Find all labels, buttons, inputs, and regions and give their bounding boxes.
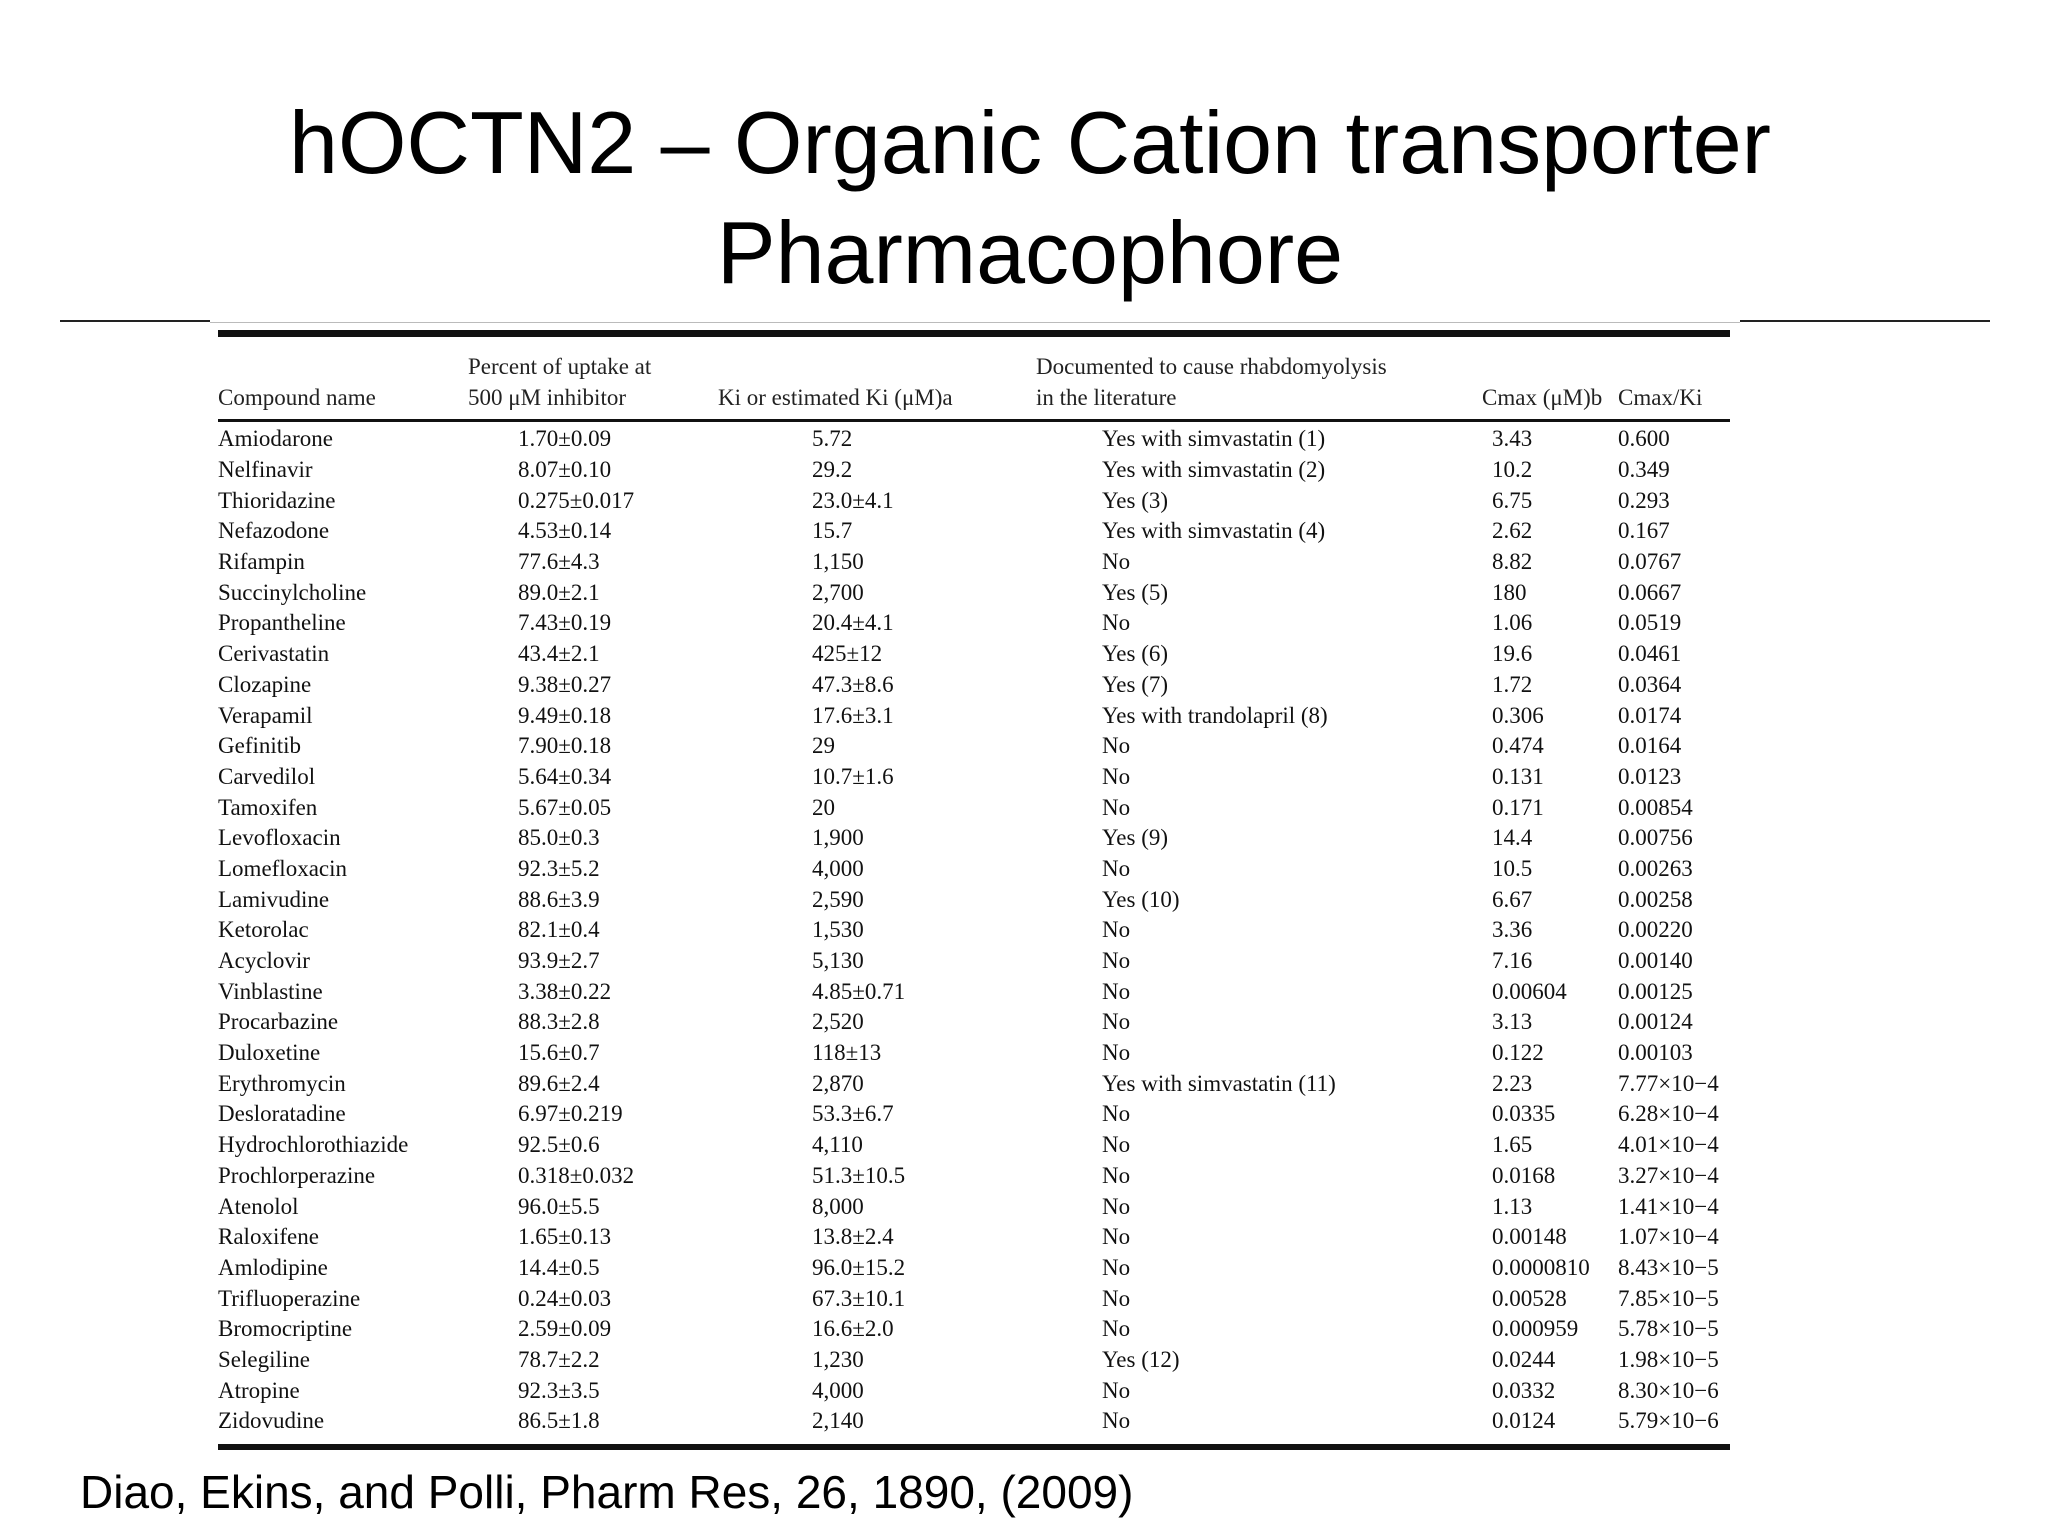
table-row — [218, 915, 1730, 946]
cell-percent-uptake: 8.07±0.10 — [518, 457, 612, 483]
cell-ki: 2,700 — [812, 579, 864, 605]
table-row — [218, 1406, 1730, 1437]
cell-ki: 20.4±4.1 — [812, 610, 894, 636]
cell-cmax-ki-ratio: 0.0767 — [1618, 549, 1682, 575]
cell-cmax: 0.131 — [1492, 763, 1544, 789]
table-row — [218, 762, 1730, 793]
cell-compound-name: Duloxetine — [218, 1040, 321, 1066]
cell-percent-uptake: 88.6±3.9 — [518, 886, 600, 912]
cell-compound-name: Propantheline — [218, 610, 346, 636]
cell-cmax: 0.0168 — [1492, 1162, 1556, 1188]
cell-documented: No — [1102, 1132, 1131, 1158]
table-top-rule — [218, 330, 1730, 337]
cell-percent-uptake: 0.318±0.032 — [518, 1162, 635, 1188]
cell-percent-uptake: 78.7±2.2 — [518, 1346, 600, 1372]
cell-documented: No — [1102, 733, 1131, 759]
table-row — [218, 455, 1730, 486]
cell-percent-uptake: 2.59±0.09 — [518, 1316, 612, 1342]
cell-cmax: 10.2 — [1492, 457, 1533, 483]
title-divider-left — [60, 320, 210, 322]
cell-ki: 8,000 — [812, 1193, 864, 1219]
table-row — [218, 1345, 1730, 1376]
table-row — [218, 485, 1730, 516]
cell-documented: Yes with simvastatin (11) — [1102, 1070, 1336, 1096]
cell-cmax: 2.62 — [1492, 518, 1533, 544]
cell-cmax-ki-ratio: 0.00124 — [1618, 1009, 1693, 1035]
cell-cmax-ki-ratio: 5.78×10−5 — [1618, 1316, 1719, 1342]
table-row — [218, 1253, 1730, 1284]
cell-cmax-ki-ratio: 0.00756 — [1618, 825, 1693, 851]
cell-documented: Yes with simvastatin (2) — [1102, 457, 1326, 483]
cell-cmax-ki-ratio: 0.0461 — [1618, 641, 1682, 667]
slide-title-line-1: hOCTN2 – Organic Cation transporter — [289, 93, 1771, 192]
cell-percent-uptake: 88.3±2.8 — [518, 1009, 600, 1035]
table-row — [218, 1314, 1730, 1345]
cell-cmax-ki-ratio: 0.293 — [1618, 487, 1670, 513]
cell-percent-uptake: 0.24±0.03 — [518, 1285, 612, 1311]
cell-percent-uptake: 82.1±0.4 — [518, 917, 600, 943]
cell-documented: No — [1102, 855, 1131, 881]
cell-ki: 17.6±3.1 — [812, 702, 894, 728]
cell-cmax-ki-ratio: 0.0174 — [1618, 702, 1682, 728]
cell-compound-name: Erythromycin — [218, 1070, 346, 1096]
cell-compound-name: Trifluoperazine — [218, 1285, 361, 1311]
cell-compound-name: Hydrochlorothiazide — [218, 1132, 409, 1158]
cell-cmax: 3.13 — [1492, 1009, 1533, 1035]
cell-cmax: 1.06 — [1492, 610, 1533, 636]
cell-cmax-ki-ratio: 0.0123 — [1618, 763, 1682, 789]
data-table — [218, 337, 1730, 1437]
cell-compound-name: Succinylcholine — [218, 579, 367, 605]
cell-compound-name: Ketorolac — [218, 917, 309, 943]
cell-compound-name: Amlodipine — [218, 1254, 328, 1280]
cell-ki: 4,000 — [812, 855, 864, 881]
cell-ki: 16.6±2.0 — [812, 1316, 894, 1342]
cell-ki: 4,110 — [812, 1132, 863, 1158]
cell-cmax-ki-ratio: 3.27×10−4 — [1618, 1162, 1719, 1188]
cell-compound-name: Rifampin — [218, 549, 305, 575]
cell-ki: 53.3±6.7 — [812, 1101, 894, 1127]
cell-cmax-ki-ratio: 0.0519 — [1618, 610, 1682, 636]
cell-ki: 5.72 — [812, 426, 853, 452]
cell-ki: 1,900 — [812, 825, 864, 851]
cell-documented: Yes (7) — [1102, 671, 1169, 697]
cell-cmax: 8.82 — [1492, 549, 1533, 575]
cell-ki: 47.3±8.6 — [812, 671, 894, 697]
table-row — [218, 1375, 1730, 1406]
cell-percent-uptake: 5.67±0.05 — [518, 794, 612, 820]
cell-cmax: 0.171 — [1492, 794, 1544, 820]
table-row — [218, 1068, 1730, 1099]
header-documented-rhabdomyolysis — [1028, 337, 1468, 419]
citation: Diao, Ekins, and Polli, Pharm Res, 26, 1890, (2009) — [80, 1466, 1134, 1518]
cell-cmax: 6.67 — [1492, 886, 1533, 912]
table-row — [218, 1222, 1730, 1253]
cell-ki: 20 — [812, 794, 835, 820]
cell-ki: 67.3±10.1 — [812, 1285, 906, 1311]
table-row — [218, 1007, 1730, 1038]
cell-cmax: 3.43 — [1492, 426, 1533, 452]
cell-cmax: 7.16 — [1492, 948, 1533, 974]
table-header — [218, 337, 1730, 422]
cell-percent-uptake: 1.65±0.13 — [518, 1224, 612, 1250]
cell-ki: 23.0±4.1 — [812, 487, 894, 513]
cell-cmax: 0.306 — [1492, 702, 1544, 728]
cell-compound-name: Bromocriptine — [218, 1316, 353, 1342]
cell-percent-uptake: 14.4±0.5 — [518, 1254, 600, 1280]
cell-ki: 4,000 — [812, 1377, 864, 1403]
header-percent-uptake-line-2: 500 μM inhibitor — [468, 385, 627, 410]
cell-cmax: 0.474 — [1492, 733, 1544, 759]
cell-percent-uptake: 92.3±3.5 — [518, 1377, 600, 1403]
cell-documented: No — [1102, 1193, 1131, 1219]
cell-percent-uptake: 92.5±0.6 — [518, 1132, 600, 1158]
table-row — [218, 547, 1730, 578]
cell-compound-name: Carvedilol — [218, 763, 316, 789]
cell-cmax-ki-ratio: 0.00220 — [1618, 917, 1693, 943]
cell-cmax-ki-ratio: 4.01×10−4 — [1618, 1132, 1719, 1158]
header-cmax: Cmax (μM)b — [1482, 385, 1603, 410]
cell-cmax-ki-ratio: 0.0667 — [1618, 579, 1682, 605]
cell-cmax: 0.0000810 — [1492, 1254, 1590, 1280]
table-body — [218, 422, 1730, 1437]
cell-ki: 1,530 — [812, 917, 864, 943]
cell-cmax: 0.0124 — [1492, 1408, 1556, 1434]
cell-ki: 1,230 — [812, 1346, 864, 1372]
cell-cmax: 1.65 — [1492, 1132, 1533, 1158]
cell-compound-name: Desloratadine — [218, 1101, 346, 1127]
cell-cmax-ki-ratio: 0.0364 — [1618, 671, 1682, 697]
cell-compound-name: Gefinitib — [218, 733, 302, 759]
cell-cmax-ki-ratio: 7.77×10−4 — [1618, 1070, 1719, 1096]
cell-documented: No — [1102, 1224, 1131, 1250]
cell-compound-name: Raloxifene — [218, 1224, 319, 1250]
cell-cmax: 0.00148 — [1492, 1224, 1567, 1250]
cell-cmax: 0.00604 — [1492, 978, 1567, 1004]
cell-cmax-ki-ratio: 0.00258 — [1618, 886, 1693, 912]
cell-compound-name: Atropine — [218, 1377, 300, 1403]
table-row — [218, 700, 1730, 731]
cell-percent-uptake: 4.53±0.14 — [518, 518, 612, 544]
cell-ki: 29 — [812, 733, 835, 759]
cell-compound-name: Lamivudine — [218, 886, 330, 912]
cell-percent-uptake: 77.6±4.3 — [518, 549, 600, 575]
cell-percent-uptake: 96.0±5.5 — [518, 1193, 600, 1219]
table-row — [218, 608, 1730, 639]
table-row — [218, 1130, 1730, 1161]
header-documented-line-2: in the literature — [1036, 385, 1177, 410]
cell-documented: No — [1102, 1162, 1131, 1188]
cell-cmax-ki-ratio: 1.98×10−5 — [1618, 1346, 1719, 1372]
table-row — [218, 1283, 1730, 1314]
cell-cmax: 2.23 — [1492, 1070, 1533, 1096]
cell-cmax-ki-ratio: 0.00125 — [1618, 978, 1693, 1004]
table-row — [218, 731, 1730, 762]
cell-cmax-ki-ratio: 7.85×10−5 — [1618, 1285, 1719, 1311]
cell-cmax-ki-ratio: 8.43×10−5 — [1618, 1254, 1719, 1280]
title-divider-right — [1740, 320, 1990, 322]
cell-documented: No — [1102, 1377, 1131, 1403]
cell-documented: No — [1102, 978, 1131, 1004]
cell-documented: Yes with trandolapril (8) — [1102, 702, 1328, 728]
cell-percent-uptake: 9.49±0.18 — [518, 702, 612, 728]
cell-cmax-ki-ratio: 0.600 — [1618, 426, 1670, 452]
cell-compound-name: Thioridazine — [218, 487, 336, 513]
slide-title — [0, 88, 2048, 308]
cell-cmax: 0.0244 — [1492, 1346, 1556, 1372]
cell-cmax: 10.5 — [1492, 855, 1533, 881]
cell-documented: No — [1102, 1408, 1131, 1434]
cell-cmax: 0.00528 — [1492, 1285, 1567, 1311]
cell-ki: 4.85±0.71 — [812, 978, 906, 1004]
cell-ki: 96.0±15.2 — [812, 1254, 906, 1280]
cell-documented: Yes (3) — [1102, 487, 1169, 513]
cell-compound-name: Nelfinavir — [218, 457, 313, 483]
cell-ki: 10.7±1.6 — [812, 763, 894, 789]
cell-ki: 1,150 — [812, 549, 864, 575]
header-percent-uptake-line-1: Percent of uptake at — [468, 354, 652, 379]
cell-documented: Yes (10) — [1102, 886, 1180, 912]
cell-compound-name: Cerivastatin — [218, 641, 330, 667]
cell-compound-name: Atenolol — [218, 1193, 299, 1219]
table-row — [218, 884, 1730, 915]
cell-cmax-ki-ratio: 1.07×10−4 — [1618, 1224, 1719, 1250]
cell-documented: Yes with simvastatin (4) — [1102, 518, 1326, 544]
table-bottom-rule — [218, 1444, 1730, 1450]
cell-compound-name: Amiodarone — [218, 426, 333, 452]
table-row — [218, 946, 1730, 977]
cell-percent-uptake: 93.9±2.7 — [518, 948, 600, 974]
cell-documented: No — [1102, 1285, 1131, 1311]
table-row — [218, 422, 1730, 455]
cell-cmax: 0.0332 — [1492, 1377, 1556, 1403]
cell-documented: No — [1102, 1040, 1131, 1066]
cell-ki: 13.8±2.4 — [812, 1224, 894, 1250]
header-cmax-ki-ratio: Cmax/Ki — [1618, 385, 1703, 410]
cell-percent-uptake: 89.0±2.1 — [518, 579, 600, 605]
cell-cmax: 1.72 — [1492, 671, 1533, 697]
cell-cmax-ki-ratio: 5.79×10−6 — [1618, 1408, 1719, 1434]
cell-documented: No — [1102, 1316, 1131, 1342]
cell-percent-uptake: 7.43±0.19 — [518, 610, 612, 636]
cell-percent-uptake: 85.0±0.3 — [518, 825, 600, 851]
cell-documented: No — [1102, 549, 1131, 575]
cell-documented: Yes (9) — [1102, 825, 1169, 851]
table-row — [218, 976, 1730, 1007]
table-row — [218, 670, 1730, 701]
cell-documented: Yes (12) — [1102, 1346, 1180, 1372]
cell-ki: 5,130 — [812, 948, 864, 974]
cell-ki: 51.3±10.5 — [812, 1162, 906, 1188]
cell-compound-name: Zidovudine — [218, 1408, 325, 1434]
table-row — [218, 1191, 1730, 1222]
cell-cmax-ki-ratio: 0.00140 — [1618, 948, 1693, 974]
cell-cmax-ki-ratio: 0.0164 — [1618, 733, 1682, 759]
table-row — [218, 1161, 1730, 1192]
cell-documented: No — [1102, 948, 1131, 974]
cell-percent-uptake: 9.38±0.27 — [518, 671, 612, 697]
cell-percent-uptake: 3.38±0.22 — [518, 978, 612, 1004]
cell-documented: No — [1102, 917, 1131, 943]
cell-cmax-ki-ratio: 0.349 — [1618, 457, 1670, 483]
table-row — [218, 823, 1730, 854]
cell-ki: 2,870 — [812, 1070, 864, 1096]
cell-compound-name: Procarbazine — [218, 1009, 339, 1035]
cell-percent-uptake: 15.6±0.7 — [518, 1040, 600, 1066]
cell-ki: 2,590 — [812, 886, 864, 912]
table-row — [218, 1038, 1730, 1069]
cell-compound-name: Selegiline — [218, 1346, 310, 1372]
cell-documented: No — [1102, 610, 1131, 636]
cell-cmax: 180 — [1492, 579, 1527, 605]
cell-percent-uptake: 92.3±5.2 — [518, 855, 600, 881]
table-row — [218, 516, 1730, 547]
cell-percent-uptake: 5.64±0.34 — [518, 763, 612, 789]
cell-cmax: 1.13 — [1492, 1193, 1533, 1219]
cell-ki: 2,140 — [812, 1408, 864, 1434]
cell-documented: Yes (5) — [1102, 579, 1169, 605]
cell-percent-uptake: 86.5±1.8 — [518, 1408, 600, 1434]
header-percent-uptake — [468, 337, 718, 419]
cell-compound-name: Levofloxacin — [218, 825, 341, 851]
cell-documented: No — [1102, 1009, 1131, 1035]
cell-percent-uptake: 43.4±2.1 — [518, 641, 600, 667]
table-row — [218, 1099, 1730, 1130]
cell-percent-uptake: 6.97±0.219 — [518, 1101, 623, 1127]
cell-cmax-ki-ratio: 8.30×10−6 — [1618, 1377, 1719, 1403]
cell-cmax: 19.6 — [1492, 641, 1533, 667]
slide-title-line-2: Pharmacophore — [716, 203, 1344, 302]
cell-percent-uptake: 89.6±2.4 — [518, 1070, 600, 1096]
cell-compound-name: Nefazodone — [218, 518, 330, 544]
cell-cmax: 3.36 — [1492, 917, 1533, 943]
table-row — [218, 792, 1730, 823]
cell-documented: No — [1102, 1254, 1131, 1280]
header-compound-name: Compound name — [218, 385, 376, 410]
cell-cmax-ki-ratio: 0.167 — [1618, 518, 1670, 544]
cell-documented: No — [1102, 763, 1131, 789]
cell-documented: No — [1102, 794, 1131, 820]
cell-documented: Yes with simvastatin (1) — [1102, 426, 1326, 452]
header-documented-line-1: Documented to cause rhabdomyolysis — [1036, 354, 1387, 379]
cell-documented: Yes (6) — [1102, 641, 1169, 667]
cell-cmax-ki-ratio: 0.00263 — [1618, 855, 1693, 881]
cell-percent-uptake: 0.275±0.017 — [518, 487, 635, 513]
cell-cmax: 0.000959 — [1492, 1316, 1579, 1342]
cell-documented: No — [1102, 1101, 1131, 1127]
cell-ki: 118±13 — [812, 1040, 882, 1066]
header-ki: Ki or estimated Ki (μM)a — [718, 385, 953, 410]
table-row — [218, 577, 1730, 608]
table-row — [218, 854, 1730, 885]
cell-compound-name: Lomefloxacin — [218, 855, 348, 881]
cell-compound-name: Tamoxifen — [218, 794, 318, 820]
cell-cmax-ki-ratio: 0.00103 — [1618, 1040, 1693, 1066]
cell-ki: 425±12 — [812, 641, 883, 667]
cell-cmax-ki-ratio: 6.28×10−4 — [1618, 1101, 1719, 1127]
cell-percent-uptake: 7.90±0.18 — [518, 733, 612, 759]
cell-percent-uptake: 1.70±0.09 — [518, 426, 612, 452]
cell-cmax: 14.4 — [1492, 825, 1533, 851]
table-row — [218, 639, 1730, 670]
cell-compound-name: Prochlorperazine — [218, 1162, 376, 1188]
cell-cmax: 0.0335 — [1492, 1101, 1556, 1127]
cell-compound-name: Acyclovir — [218, 948, 310, 974]
cell-cmax: 6.75 — [1492, 487, 1533, 513]
cell-ki: 29.2 — [812, 457, 853, 483]
cell-cmax-ki-ratio: 0.00854 — [1618, 794, 1693, 820]
cell-ki: 15.7 — [812, 518, 853, 544]
cell-compound-name: Vinblastine — [218, 978, 323, 1004]
cell-cmax: 0.122 — [1492, 1040, 1544, 1066]
cell-compound-name: Verapamil — [218, 702, 313, 728]
data-table-figure — [218, 330, 1730, 1450]
cell-cmax-ki-ratio: 1.41×10−4 — [1618, 1193, 1719, 1219]
cell-ki: 2,520 — [812, 1009, 864, 1035]
cell-compound-name: Clozapine — [218, 671, 312, 697]
title-divider-middle — [210, 322, 1740, 323]
